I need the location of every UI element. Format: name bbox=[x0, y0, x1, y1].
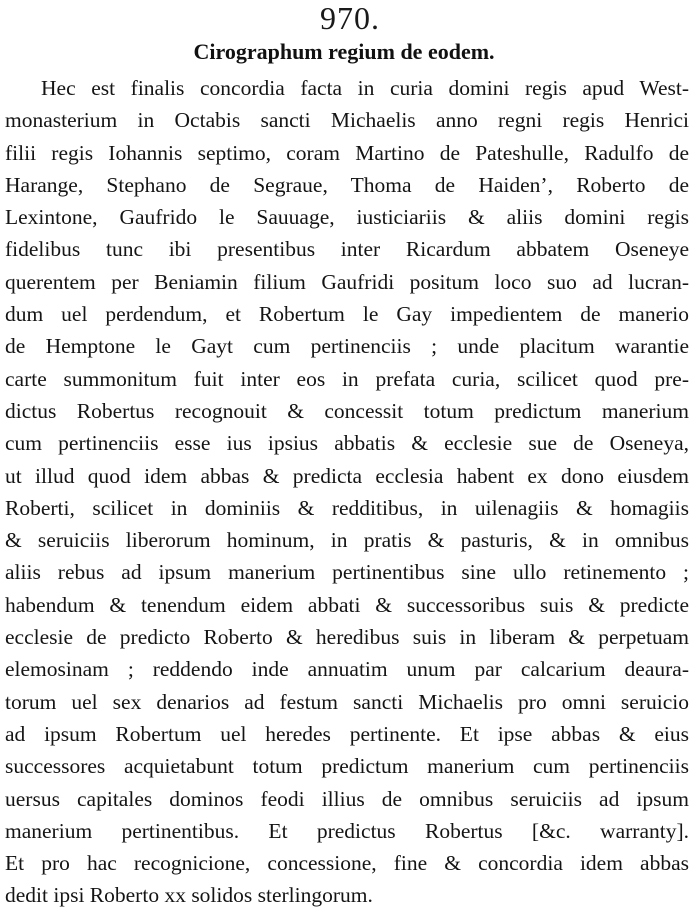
text-line: dum uel perdendum, et Robertum le Gay impedientem de manerio bbox=[5, 302, 689, 327]
text-line: ecclesie de predicto Roberto & heredibus suis in liberam & perpetuam bbox=[5, 625, 689, 650]
text-line: aliis rebus ad ipsum manerium pertinentibus sine ullo retinemento ; bbox=[5, 560, 689, 585]
text-line: cum pertinenciis esse ius ipsius abbatis & ecclesie sue de Oseneya, bbox=[5, 431, 689, 456]
text-line: querentem per Beniamin filium Gaufridi positum loco suo ad lucran- bbox=[5, 269, 689, 294]
text-line: torum uel sex denarios ad festum sancti Michaelis pro omni seruicio bbox=[5, 689, 689, 714]
text-line: manerium pertinentibus. Et predictus Robertus [&c. warranty]. bbox=[5, 818, 689, 843]
text-line: ad ipsum Robertum uel heredes pertinente. Et ipse abbas & eius bbox=[5, 721, 689, 746]
text-line: dictus Robertus recognouit & concessit totum predictum manerium bbox=[5, 398, 689, 423]
text-line: habendum & tenendum eidem abbati & successoribus suis & predicte bbox=[5, 592, 689, 617]
text-line: elemosinam ; reddendo inde annuatim unum par calcarium deaura- bbox=[5, 657, 689, 682]
document-body bbox=[5, 72, 689, 912]
text-line: de Hemptone le Gayt cum pertinenciis ; unde placitum warantie bbox=[5, 334, 689, 359]
document-number: 970. bbox=[320, 0, 380, 36]
text-line: Et pro hac recognicione, concessione, fine & concordia idem abbas bbox=[5, 851, 689, 876]
text-line: Harange, Stephano de Segraue, Thoma de Haiden’, Roberto de bbox=[5, 172, 689, 197]
text-line: successores acquietabunt totum predictum manerium cum pertinenciis bbox=[5, 754, 689, 779]
text-line: & seruiciis liberorum hominum, in pratis & pasturis, & in omnibus bbox=[5, 528, 689, 553]
text-line: filii regis Iohannis septimo, coram Martino de Pateshulle, Radulfo de bbox=[5, 140, 689, 165]
text-line: Hec est finalis concordia facta in curia domini regis apud West- bbox=[41, 76, 689, 100]
text-line: fidelibus tunc ibi presentibus inter Ricardum abbatem Oseneye bbox=[5, 237, 689, 262]
text-line: Lexintone, Gaufrido le Sauuage, iusticiariis & aliis domini regis bbox=[5, 205, 689, 230]
text-line: ut illud quod idem abbas & predicta ecclesia habent ex dono eiusdem bbox=[5, 463, 689, 488]
text-line: Roberti, scilicet in dominiis & redditibus, in uilenagiis & homagiis bbox=[5, 495, 689, 520]
text-line: uersus capitales dominos feodi illius de omnibus seruiciis ad ipsum bbox=[5, 786, 689, 811]
document-title: Cirographum regium de eodem. bbox=[193, 39, 495, 64]
text-line: carte summonitum fuit inter eos in prefata curia, scilicet quod pre- bbox=[5, 366, 689, 391]
text-line: monasterium in Octabis sancti Michaelis anno regni regis Henrici bbox=[5, 108, 689, 133]
text-line: dedit ipsi Roberto xx solidos sterlingorum. bbox=[5, 883, 373, 908]
